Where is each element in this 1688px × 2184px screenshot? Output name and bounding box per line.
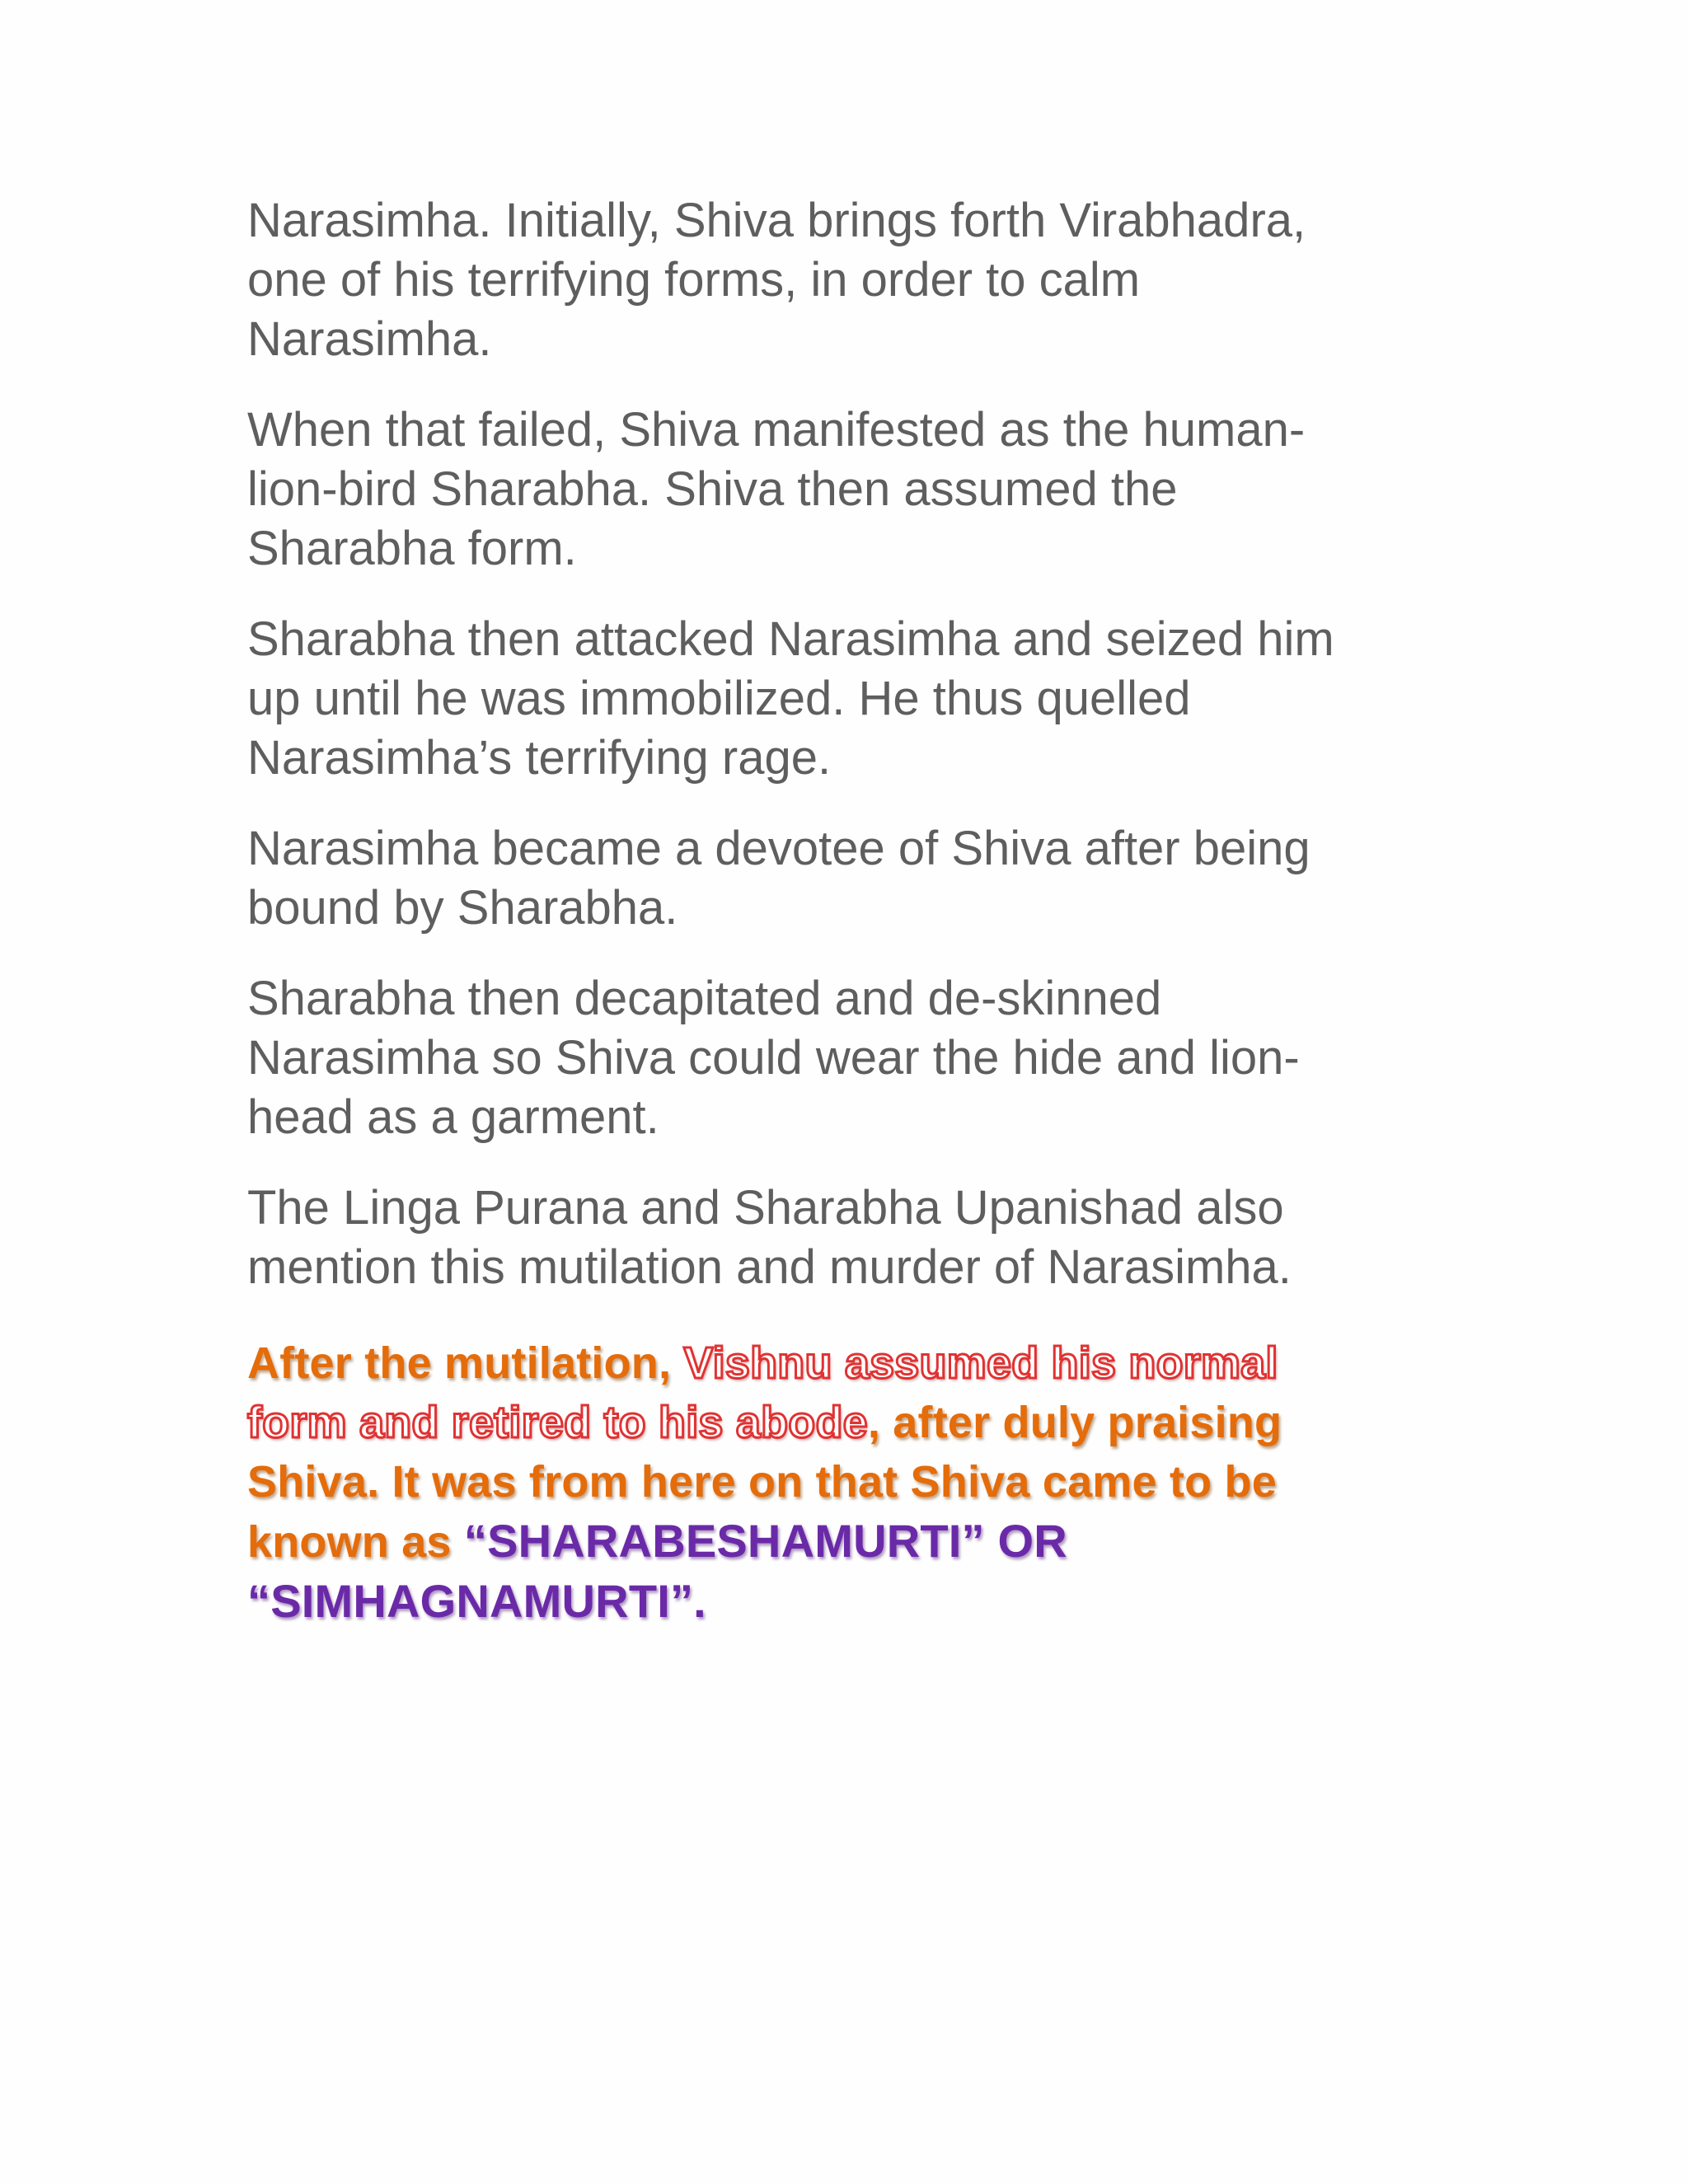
text-line: Narasimha became a devotee of Shiva after being [247,822,1311,875]
paragraph-5 [247,969,1451,1147]
text-line: up until he was immobilized. He thus quelled [247,672,1191,725]
wordart-line-5 [247,1572,1451,1632]
text-line: mention this mutilation and murder of Narasimha. [247,1240,1292,1294]
text-line: Narasimha. [247,312,492,366]
purple-text: “SIMHAGNAMURTI”. [247,1575,706,1627]
text-line: Narasimha. Initially, Shiva brings forth Virabhadra, [247,194,1306,247]
text-line: one of his terrifying forms, in order to calm [247,253,1141,307]
text-line: Sharabha then decapitated and de-skinned [247,972,1162,1025]
paragraph-2 [247,401,1451,579]
text-line: When that failed, Shiva manifested as the human- [247,403,1306,457]
wordart-line-1 [247,1333,1451,1393]
text-line: Narasimha’s terrifying rage. [247,731,832,785]
text-line: The Linga Purana and Sharabha Upanishad also [247,1181,1284,1235]
text-line: Narasimha so Shiva could wear the hide and lion- [247,1031,1300,1085]
text-line: bound by Sharabha. [247,881,678,935]
text-line: Sharabha then attacked Narasimha and seized him [247,612,1334,666]
wordart-line-3 [247,1452,1451,1511]
paragraph-3 [247,610,1451,788]
text-line: Sharabha form. [247,522,577,575]
orange-text: known as [247,1517,464,1567]
purple-text: “SHARABESHAMURTI” OR [463,1515,1067,1567]
orange-text: Shiva. It was from here on that Shiva came to be [247,1457,1277,1507]
wordart-line-4 [247,1511,1451,1572]
paragraph-1 [247,191,1451,369]
text-line: lion-bird Sharabha. Shiva then assumed the [247,462,1178,516]
highlighted-wordart-paragraph [247,1333,1451,1632]
wordart-line-2 [247,1393,1451,1452]
orange-text: After the mutilation, [247,1338,684,1388]
red-outline-text: form and retired to his abode [247,1398,868,1447]
orange-text: , after duly praising [867,1398,1282,1447]
red-outline-text: Vishnu assumed his normal [683,1338,1278,1388]
paragraph-6 [247,1179,1451,1297]
paragraph-4 [247,819,1451,938]
text-line: head as a garment. [247,1090,659,1144]
page-content [247,191,1451,1632]
